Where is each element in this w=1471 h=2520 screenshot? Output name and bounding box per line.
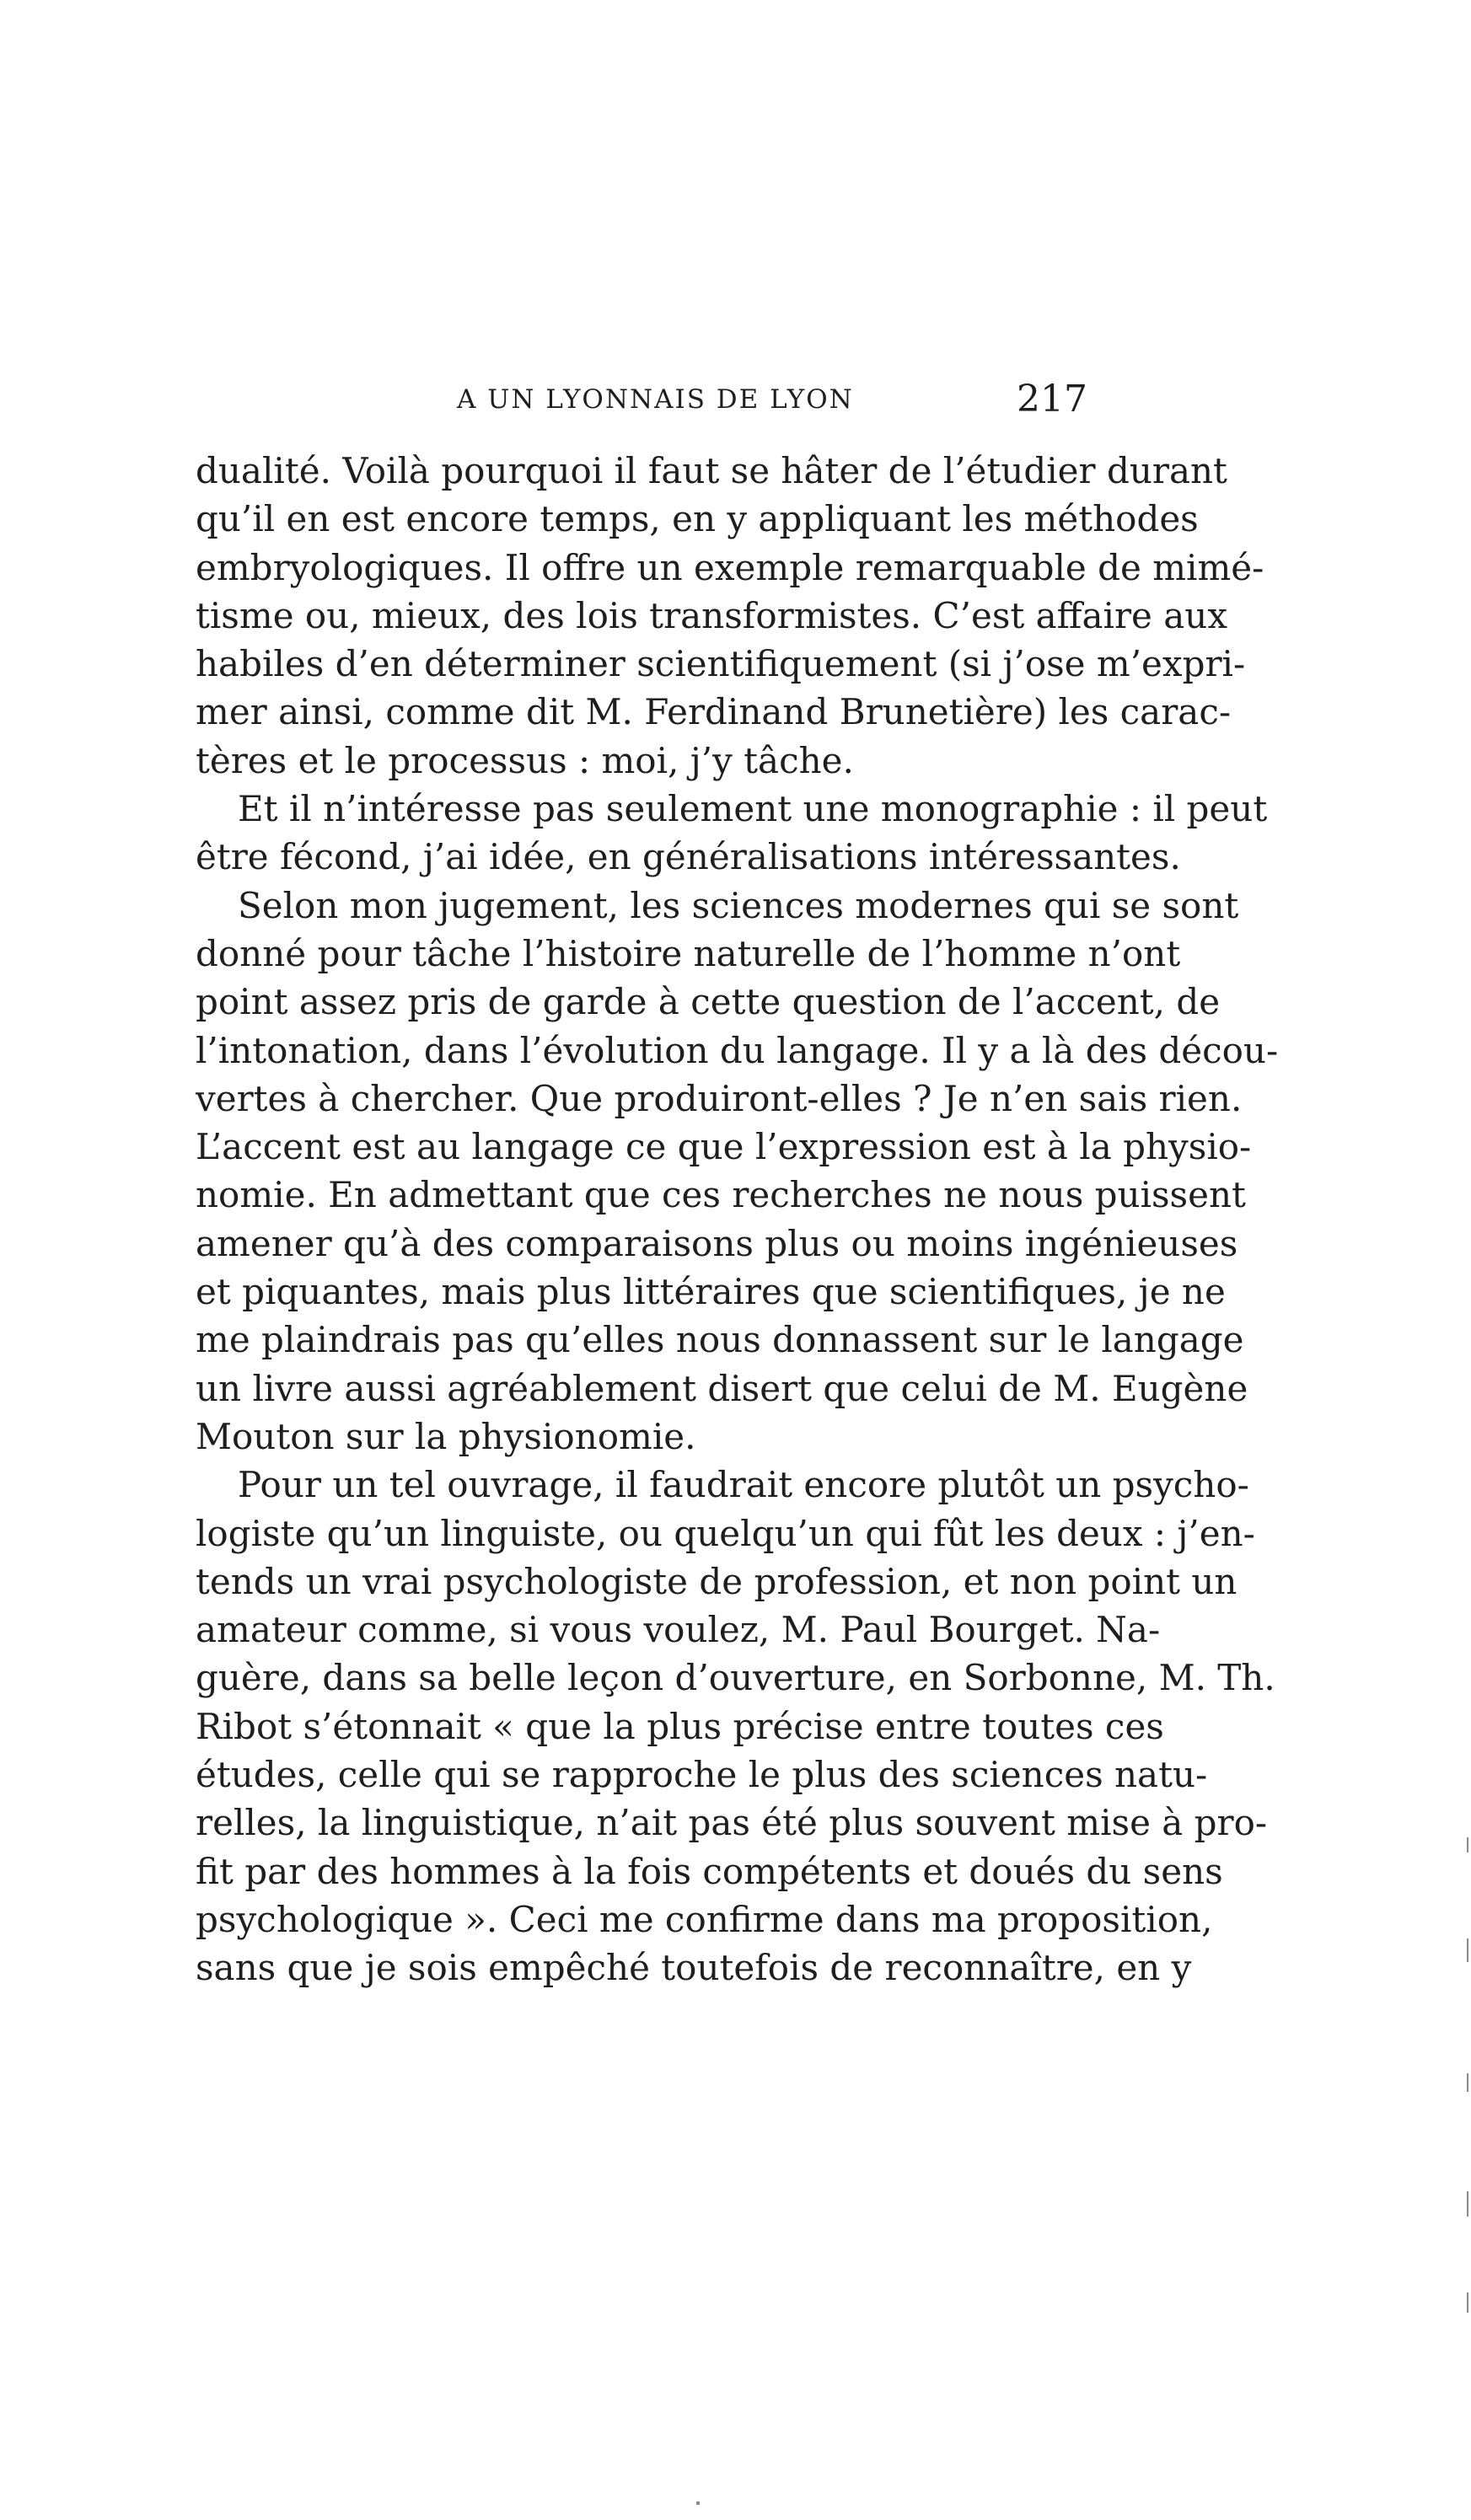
text-line: habiles d’en déterminer scientifiquement (si j’ose m’expri- <box>196 643 1246 685</box>
text-line: nomie. En admettant que ces recherches ne nous puissent <box>196 1174 1246 1216</box>
text-line: vertes à chercher. Que produiront-elles ? Je n’en sais rien. <box>196 1077 1243 1119</box>
text-line: psychologique ». Ceci me confirme dans ma proposition, <box>196 1898 1213 1940</box>
text-line: embryologiques. Il offre un exemple remarquable de mimé- <box>196 546 1264 588</box>
text-line: L’accent est au langage ce que l’expression est à la physio- <box>196 1126 1252 1168</box>
text-line: sans que je sois empêché toutefois de reconnaître, en y <box>196 1947 1192 1989</box>
text-line: fit par des hommes à la fois compétents et doués du sens <box>196 1850 1223 1892</box>
text-line: Pour un tel ouvrage, il faudrait encore plutôt un psycho- <box>238 1464 1249 1506</box>
body-text <box>196 447 1279 1992</box>
text-line: Selon mon jugement, les sciences modernes qui se sont <box>238 884 1239 926</box>
text-line: Ribot s’étonnait « que la plus précise entre toutes ces <box>196 1705 1164 1747</box>
text-line: logiste qu’un linguiste, ou quelqu’un qui fût les deux : j’en- <box>196 1512 1255 1554</box>
text-line: me plaindrais pas qu’elles nous donnassent sur le langage <box>196 1319 1244 1361</box>
text-line: relles, la linguistique, n’ait pas été plus souvent mise à pro- <box>196 1802 1268 1844</box>
running-header <box>196 378 1087 428</box>
text-line: tisme ou, mieux, des lois transformistes. C’est affaire aux <box>196 594 1228 636</box>
page-number: 217 <box>1017 378 1087 421</box>
scan-speck <box>1467 1837 1468 1852</box>
text-line: amateur comme, si vous voulez, M. Paul Bourget. Na- <box>196 1609 1161 1651</box>
text-line: études, celle qui se rapproche le plus des sciences natu- <box>196 1754 1208 1796</box>
text-line: l’intonation, dans l’évolution du langage. Il y a là des décou- <box>196 1029 1279 1071</box>
text-line: qu’il en est encore temps, en y appliquant les méthodes <box>196 498 1199 540</box>
running-title: A UN LYONNAIS DE LYON <box>457 384 854 415</box>
text-line: point assez pris de garde à cette question de l’accent, de <box>196 981 1221 1023</box>
text-line: amener qu’à des comparaisons plus ou moins ingénieuses <box>196 1222 1238 1264</box>
text-line: mer ainsi, comme dit M. Ferdinand Brunetière) les carac- <box>196 691 1232 733</box>
text-line: être fécond, j’ai idée, en généralisations intéressantes. <box>196 836 1181 878</box>
text-line: tends un vrai psychologiste de profession, et non point un <box>196 1560 1237 1602</box>
text-line: un livre aussi agréablement disert que celui de M. Eugène <box>196 1367 1248 1409</box>
text-line: Mouton sur la physionomie. <box>196 1415 696 1457</box>
scan-speck <box>1467 2073 1468 2092</box>
text-line: guère, dans sa belle leçon d’ouverture, en Sorbonne, M. Th. <box>196 1657 1275 1699</box>
text-line: tères et le processus : moi, j’y tâche. <box>196 739 854 781</box>
scan-speck <box>1467 2191 1468 2217</box>
scan-speck <box>1467 1938 1468 1962</box>
text-line: dualité. Voilà pourquoi il faut se hâter de l’étudier durant <box>196 450 1227 491</box>
text-line: donné pour tâche l’histoire naturelle de l’homme n’ont <box>196 932 1181 974</box>
text-line: Et il n’intéresse pas seulement une monographie : il peut <box>238 788 1268 830</box>
text-line: et piquantes, mais plus littéraires que scientifiques, je ne <box>196 1271 1226 1313</box>
scan-speck <box>1467 2292 1468 2313</box>
scan-speck <box>696 2501 700 2505</box>
